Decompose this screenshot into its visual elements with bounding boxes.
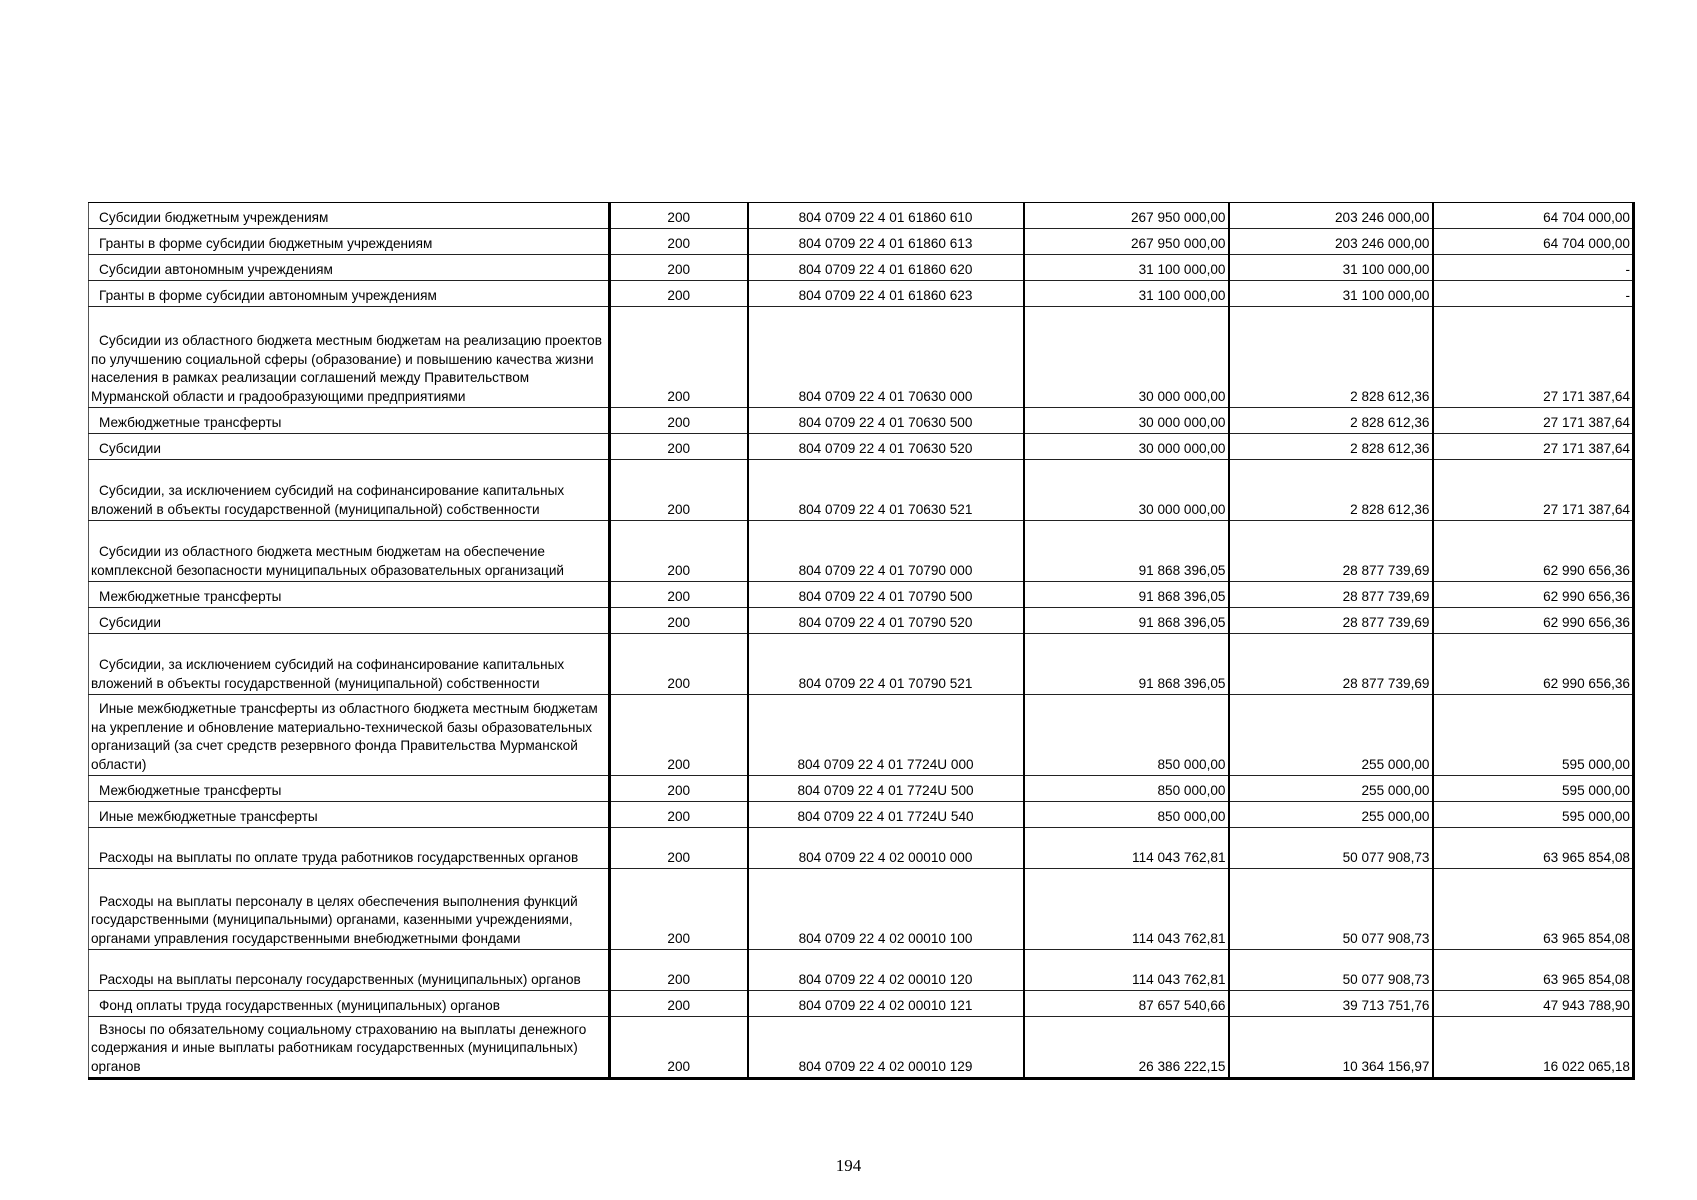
row-unexecuted-amount: 16 022 065,18 — [1433, 1017, 1634, 1079]
row-name: Субсидии, за исключением субсидий на софинансирование капитальных вложений в объекты государственной (муниципальной) собственности — [89, 634, 610, 695]
row-unexecuted-amount: - — [1433, 281, 1634, 307]
row-approved-amount: 267 950 000,00 — [1024, 229, 1229, 255]
row-name: Субсидии — [89, 434, 610, 460]
table-row — [89, 634, 1634, 695]
row-unexecuted-amount: 62 990 656,36 — [1433, 582, 1634, 608]
row-executed-amount: 39 713 751,76 — [1229, 991, 1433, 1017]
row-unexecuted-amount: 27 171 387,64 — [1433, 434, 1634, 460]
table-row — [89, 408, 1634, 434]
row-budget-code: 804 0709 22 4 01 61860 623 — [748, 281, 1024, 307]
table-row — [89, 281, 1634, 307]
table-row — [89, 950, 1634, 991]
row-executed-amount: 255 000,00 — [1229, 776, 1433, 802]
row-name: Фонд оплаты труда государственных (муниципальных) органов — [89, 991, 610, 1017]
row-admin-code: 200 — [610, 582, 748, 608]
row-unexecuted-amount: 62 990 656,36 — [1433, 521, 1634, 582]
row-approved-amount: 267 950 000,00 — [1024, 203, 1229, 229]
table-row — [89, 255, 1634, 281]
row-admin-code: 200 — [610, 460, 748, 521]
row-unexecuted-amount: 27 171 387,64 — [1433, 460, 1634, 521]
row-budget-code: 804 0709 22 4 02 00010 120 — [748, 950, 1024, 991]
table-row — [89, 203, 1634, 229]
row-admin-code: 200 — [610, 828, 748, 869]
row-budget-code: 804 0709 22 4 01 7724U 500 — [748, 776, 1024, 802]
row-executed-amount: 50 077 908,73 — [1229, 869, 1433, 950]
row-admin-code: 200 — [610, 776, 748, 802]
row-budget-code: 804 0709 22 4 02 00010 100 — [748, 869, 1024, 950]
row-budget-code: 804 0709 22 4 01 70790 521 — [748, 634, 1024, 695]
row-name: Субсидии — [89, 608, 610, 634]
row-unexecuted-amount: 595 000,00 — [1433, 695, 1634, 776]
row-approved-amount: 850 000,00 — [1024, 695, 1229, 776]
row-admin-code: 200 — [610, 1017, 748, 1079]
row-budget-code: 804 0709 22 4 01 70790 000 — [748, 521, 1024, 582]
row-name: Субсидии, за исключением субсидий на софинансирование капитальных вложений в объекты государственной (муниципальной) собственности — [89, 460, 610, 521]
table-row — [89, 802, 1634, 828]
row-budget-code: 804 0709 22 4 01 70630 521 — [748, 460, 1024, 521]
row-name: Иные межбюджетные трансферты из областного бюджета местным бюджетам на укрепление и обновление материально-технической базы образовательных организаций (за счет средств резервного фонда Правительства Мурманской области) — [89, 695, 610, 776]
table-row — [89, 521, 1634, 582]
row-approved-amount: 87 657 540,66 — [1024, 991, 1229, 1017]
row-executed-amount: 203 246 000,00 — [1229, 229, 1433, 255]
row-admin-code: 200 — [610, 434, 748, 460]
row-unexecuted-amount: 47 943 788,90 — [1433, 991, 1634, 1017]
row-executed-amount: 31 100 000,00 — [1229, 255, 1433, 281]
row-approved-amount: 850 000,00 — [1024, 802, 1229, 828]
row-name: Межбюджетные трансферты — [89, 408, 610, 434]
row-name: Расходы на выплаты по оплате труда работников государственных органов — [89, 828, 610, 869]
page-number: 194 — [835, 1156, 862, 1175]
table-body — [89, 203, 1634, 1079]
row-unexecuted-amount: 595 000,00 — [1433, 776, 1634, 802]
table-row — [89, 307, 1634, 408]
row-unexecuted-amount: 62 990 656,36 — [1433, 608, 1634, 634]
row-admin-code: 200 — [610, 203, 748, 229]
row-name: Субсидии из областного бюджета местным бюджетам на обеспечение комплексной безопасности муниципальных образовательных организаций — [89, 521, 610, 582]
row-budget-code: 804 0709 22 4 01 61860 620 — [748, 255, 1024, 281]
row-approved-amount: 114 043 762,81 — [1024, 828, 1229, 869]
table-row — [89, 991, 1634, 1017]
row-unexecuted-amount: 64 704 000,00 — [1433, 229, 1634, 255]
row-approved-amount: 91 868 396,05 — [1024, 608, 1229, 634]
row-executed-amount: 31 100 000,00 — [1229, 281, 1433, 307]
row-approved-amount: 30 000 000,00 — [1024, 408, 1229, 434]
row-name: Субсидии из областного бюджета местным бюджетам на реализацию проектов по улучшению социальной сферы (образование) и повышению качества жизни населения в рамках реализации соглашений между Правительством Мурманской области и градообразующими предприятиями — [89, 307, 610, 408]
row-approved-amount: 91 868 396,05 — [1024, 582, 1229, 608]
row-executed-amount: 10 364 156,97 — [1229, 1017, 1433, 1079]
row-admin-code: 200 — [610, 281, 748, 307]
row-budget-code: 804 0709 22 4 01 7724U 000 — [748, 695, 1024, 776]
row-approved-amount: 31 100 000,00 — [1024, 281, 1229, 307]
row-executed-amount: 50 077 908,73 — [1229, 828, 1433, 869]
row-approved-amount: 114 043 762,81 — [1024, 869, 1229, 950]
row-budget-code: 804 0709 22 4 02 00010 129 — [748, 1017, 1024, 1079]
row-admin-code: 200 — [610, 869, 748, 950]
table-row — [89, 828, 1634, 869]
row-name: Иные межбюджетные трансферты — [89, 802, 610, 828]
row-approved-amount: 30 000 000,00 — [1024, 460, 1229, 521]
table-row — [89, 460, 1634, 521]
table-row — [89, 695, 1634, 776]
row-approved-amount: 114 043 762,81 — [1024, 950, 1229, 991]
row-name: Расходы на выплаты персоналу в целях обеспечения выполнения функций государственными (муниципальными) органами, казенными учреждениями, органами управления государственными внебюджетными фондами — [89, 869, 610, 950]
row-unexecuted-amount: 63 965 854,08 — [1433, 950, 1634, 991]
row-approved-amount: 91 868 396,05 — [1024, 634, 1229, 695]
row-budget-code: 804 0709 22 4 02 00010 121 — [748, 991, 1024, 1017]
budget-execution-table — [88, 202, 1635, 1080]
row-budget-code: 804 0709 22 4 01 70630 500 — [748, 408, 1024, 434]
row-executed-amount: 28 877 739,69 — [1229, 521, 1433, 582]
row-admin-code: 200 — [610, 695, 748, 776]
row-executed-amount: 2 828 612,36 — [1229, 434, 1433, 460]
row-executed-amount: 2 828 612,36 — [1229, 307, 1433, 408]
row-executed-amount: 28 877 739,69 — [1229, 634, 1433, 695]
table-row — [89, 582, 1634, 608]
table-row — [89, 229, 1634, 255]
row-admin-code: 200 — [610, 991, 748, 1017]
row-unexecuted-amount: 27 171 387,64 — [1433, 408, 1634, 434]
row-admin-code: 200 — [610, 521, 748, 582]
table-row — [89, 1017, 1634, 1079]
row-name: Гранты в форме субсидии автономным учреждениям — [89, 281, 610, 307]
row-name: Расходы на выплаты персоналу государственных (муниципальных) органов — [89, 950, 610, 991]
table-row — [89, 608, 1634, 634]
row-name: Взносы по обязательному социальному страхованию на выплаты денежного содержания и иные выплаты работникам государственных (муниципальных) органов — [89, 1017, 610, 1079]
row-admin-code: 200 — [610, 408, 748, 434]
row-executed-amount: 50 077 908,73 — [1229, 950, 1433, 991]
row-executed-amount: 28 877 739,69 — [1229, 608, 1433, 634]
table-row — [89, 869, 1634, 950]
row-approved-amount: 30 000 000,00 — [1024, 434, 1229, 460]
table-row — [89, 434, 1634, 460]
row-executed-amount: 28 877 739,69 — [1229, 582, 1433, 608]
row-approved-amount: 26 386 222,15 — [1024, 1017, 1229, 1079]
row-executed-amount: 255 000,00 — [1229, 802, 1433, 828]
row-admin-code: 200 — [610, 307, 748, 408]
row-unexecuted-amount: 595 000,00 — [1433, 802, 1634, 828]
row-unexecuted-amount: 63 965 854,08 — [1433, 828, 1634, 869]
row-name: Гранты в форме субсидии бюджетным учреждениям — [89, 229, 610, 255]
row-approved-amount: 850 000,00 — [1024, 776, 1229, 802]
row-executed-amount: 2 828 612,36 — [1229, 408, 1433, 434]
row-unexecuted-amount: 63 965 854,08 — [1433, 869, 1634, 950]
row-unexecuted-amount: 62 990 656,36 — [1433, 634, 1634, 695]
row-name: Субсидии автономным учреждениям — [89, 255, 610, 281]
row-unexecuted-amount: 27 171 387,64 — [1433, 307, 1634, 408]
row-unexecuted-amount: - — [1433, 255, 1634, 281]
row-name: Межбюджетные трансферты — [89, 582, 610, 608]
row-admin-code: 200 — [610, 634, 748, 695]
row-executed-amount: 2 828 612,36 — [1229, 460, 1433, 521]
row-executed-amount: 255 000,00 — [1229, 695, 1433, 776]
row-admin-code: 200 — [610, 950, 748, 991]
row-approved-amount: 30 000 000,00 — [1024, 307, 1229, 408]
row-budget-code: 804 0709 22 4 01 61860 610 — [748, 203, 1024, 229]
row-budget-code: 804 0709 22 4 02 00010 000 — [748, 828, 1024, 869]
row-admin-code: 200 — [610, 229, 748, 255]
row-unexecuted-amount: 64 704 000,00 — [1433, 203, 1634, 229]
row-name: Субсидии бюджетным учреждениям — [89, 203, 610, 229]
row-admin-code: 200 — [610, 802, 748, 828]
row-budget-code: 804 0709 22 4 01 7724U 540 — [748, 802, 1024, 828]
row-budget-code: 804 0709 22 4 01 70630 000 — [748, 307, 1024, 408]
row-budget-code: 804 0709 22 4 01 70790 500 — [748, 582, 1024, 608]
row-approved-amount: 91 868 396,05 — [1024, 521, 1229, 582]
row-name: Межбюджетные трансферты — [89, 776, 610, 802]
row-admin-code: 200 — [610, 255, 748, 281]
row-budget-code: 804 0709 22 4 01 70630 520 — [748, 434, 1024, 460]
row-approved-amount: 31 100 000,00 — [1024, 255, 1229, 281]
table-row — [89, 776, 1634, 802]
row-admin-code: 200 — [610, 608, 748, 634]
row-budget-code: 804 0709 22 4 01 61860 613 — [748, 229, 1024, 255]
row-budget-code: 804 0709 22 4 01 70790 520 — [748, 608, 1024, 634]
row-executed-amount: 203 246 000,00 — [1229, 203, 1433, 229]
